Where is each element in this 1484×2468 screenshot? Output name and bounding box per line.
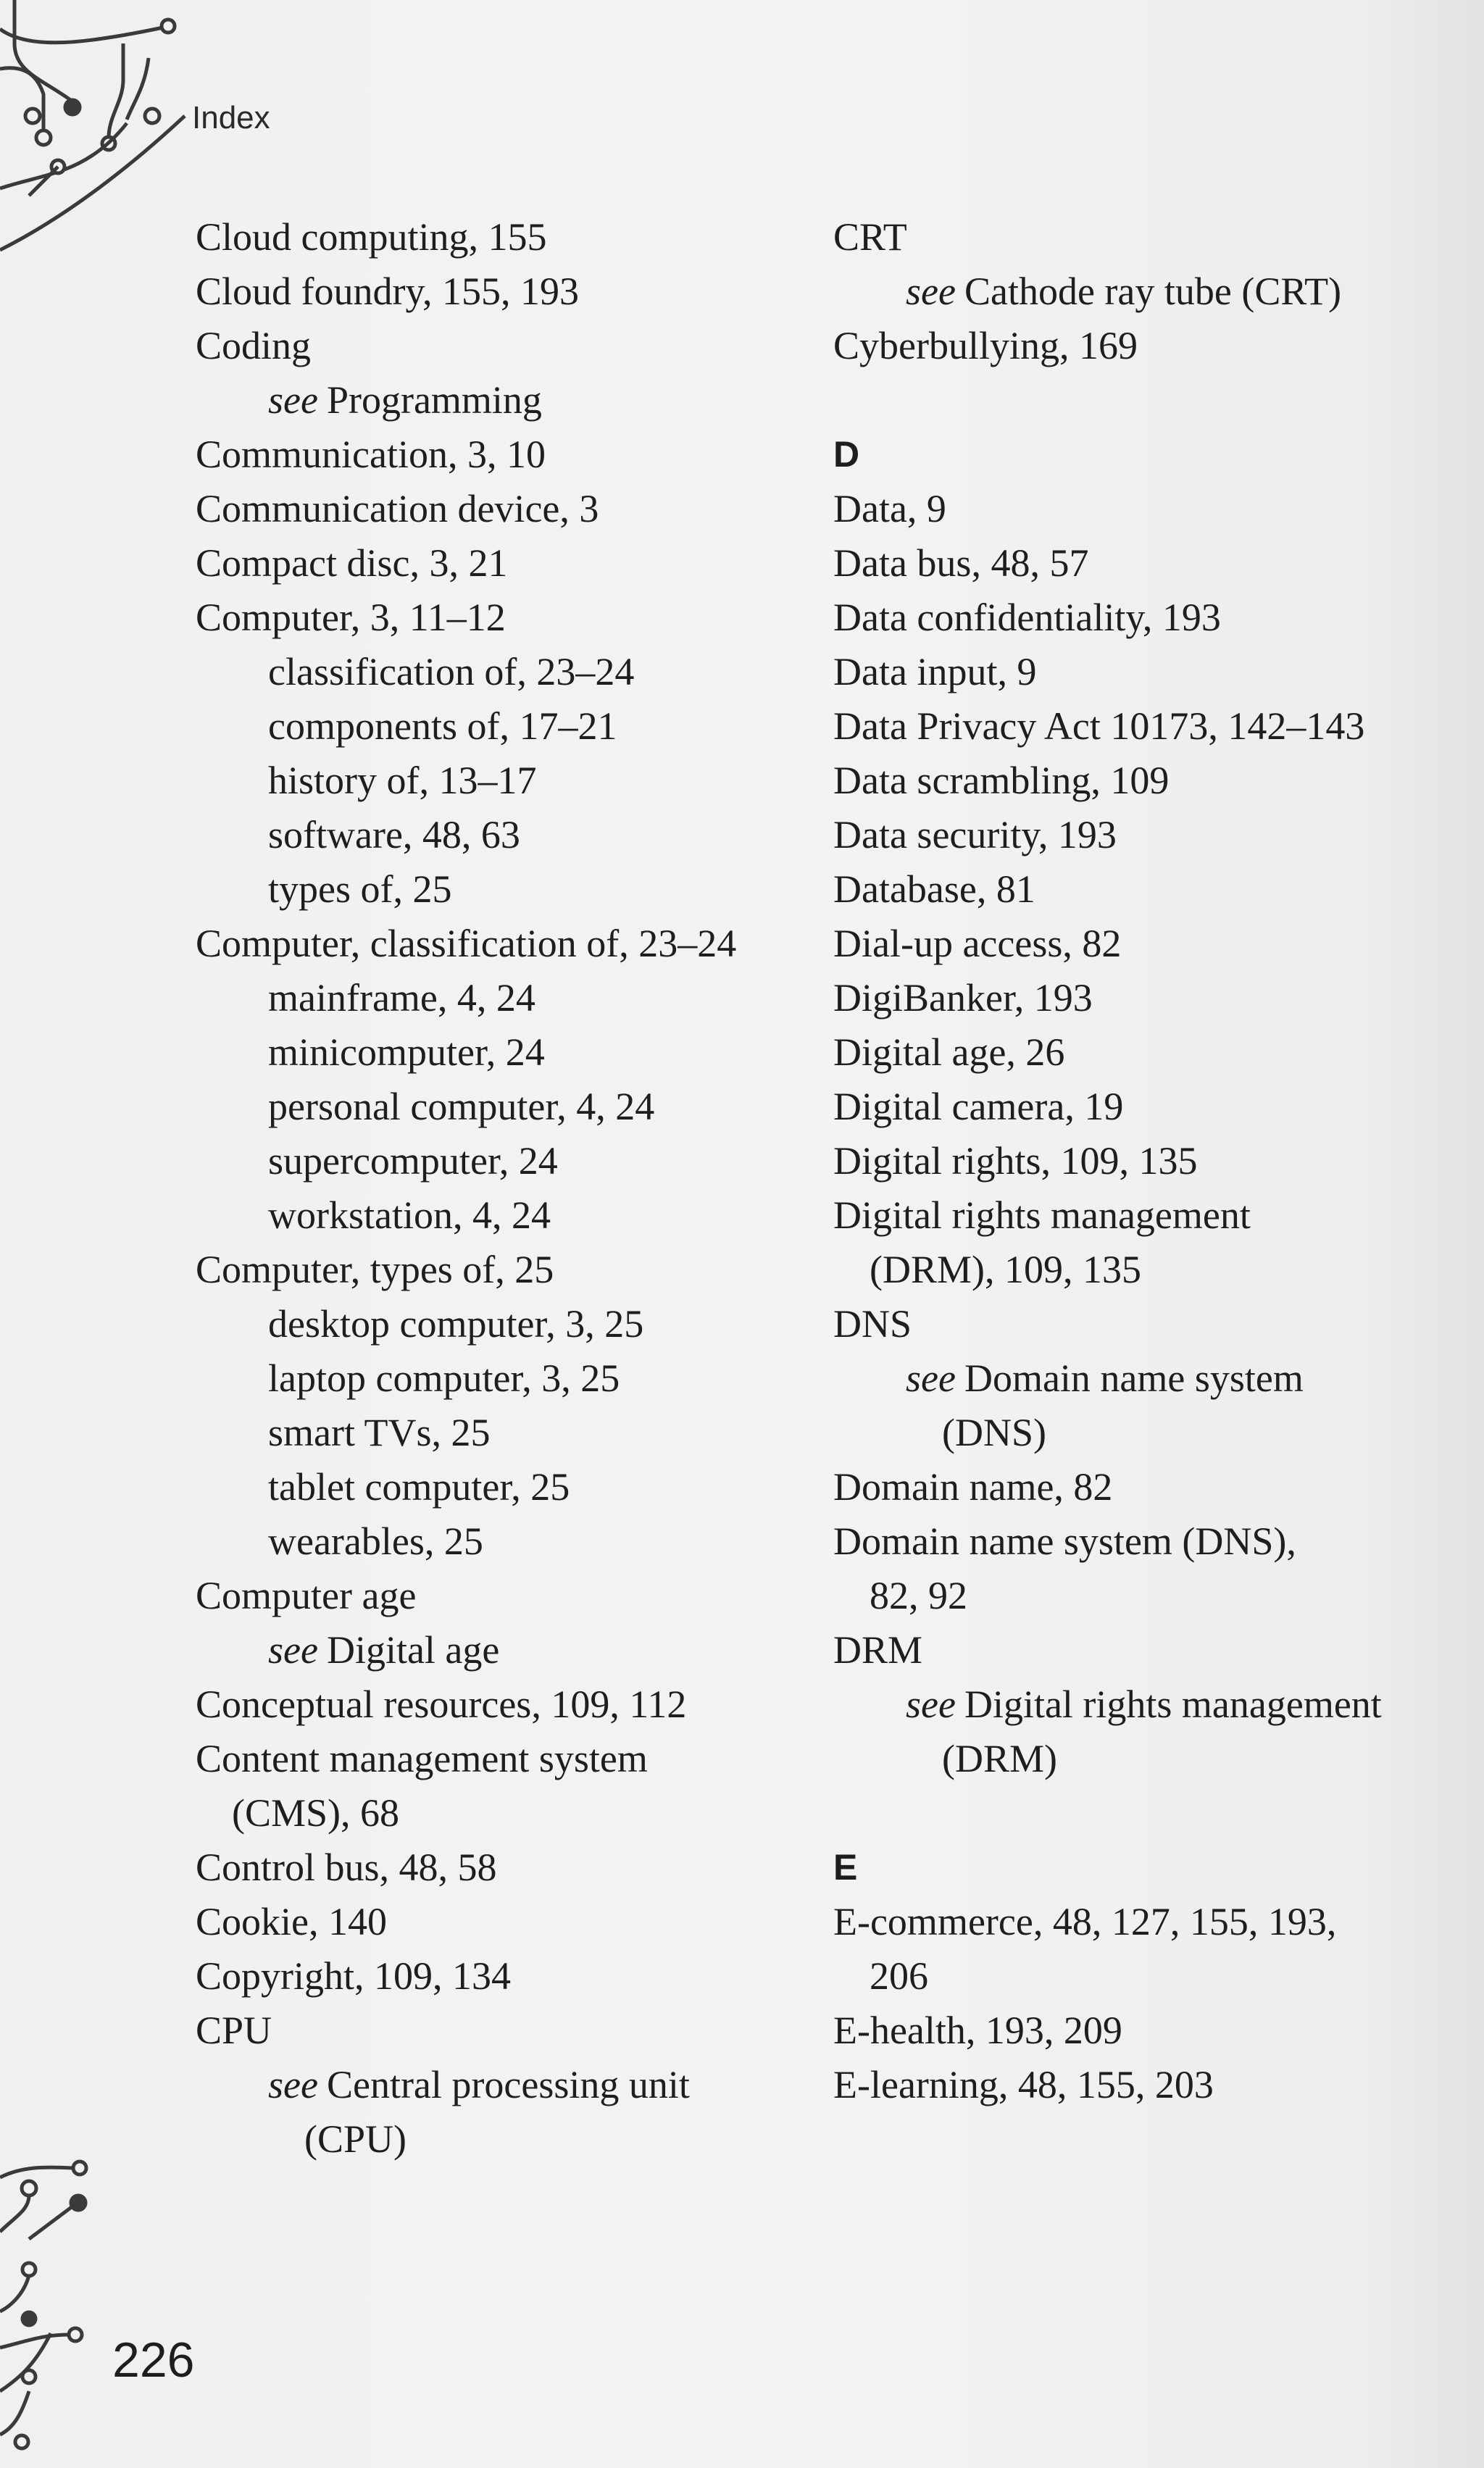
index-entry	[196, 428, 804, 482]
index-entry-text: 82, 92	[870, 1574, 967, 1617]
index-entry	[833, 808, 1435, 862]
index-subentry	[833, 1732, 1435, 1786]
index-entry	[833, 1623, 1435, 1677]
index-entry-text: Data Privacy Act 10173, 142–143	[833, 704, 1365, 748]
see-reference-label: see	[906, 1356, 956, 1400]
index-entry-text: E-learning, 48, 155, 203	[833, 2063, 1214, 2106]
index-entry-text: Cyberbullying, 169	[833, 324, 1138, 367]
index-subentry	[196, 645, 804, 699]
index-entry	[196, 591, 804, 645]
index-subentry	[196, 754, 804, 808]
index-entry-text: CPU	[196, 2009, 272, 2052]
circuit-decoration-bottom	[0, 2072, 116, 2468]
index-entry-text: Data scrambling, 109	[833, 759, 1170, 802]
index-entry	[833, 1025, 1435, 1080]
index-entry-text: DigiBanker, 193	[833, 976, 1093, 1020]
index-entry	[833, 699, 1435, 754]
index-entry-text: Digital rights management	[833, 1193, 1251, 1237]
index-entry-text: (CMS), 68	[232, 1791, 400, 1835]
index-entry-text: (DNS)	[942, 1411, 1046, 1454]
index-subentry	[833, 1406, 1435, 1460]
index-entry-text: supercomputer, 24	[268, 1139, 558, 1183]
index-entry-text: CRT	[833, 215, 907, 259]
index-entry-text: history of, 13–17	[268, 759, 537, 802]
index-subentry	[196, 1406, 804, 1460]
index-entry	[196, 1895, 804, 1949]
index-entry	[196, 319, 804, 373]
index-subentry	[196, 1188, 804, 1243]
index-entry-text: Digital camera, 19	[833, 1085, 1124, 1128]
index-entry-text: Cloud computing, 155	[196, 215, 547, 259]
section-gap	[833, 373, 1435, 428]
index-entry-text: Computer, 3, 11–12	[196, 596, 506, 639]
index-entry	[833, 2004, 1435, 2058]
index-entry-text: Domain name system (DNS),	[833, 1519, 1296, 1563]
index-column-left	[196, 210, 804, 2167]
index-entry-text: Programming	[326, 378, 542, 422]
index-entry-text: Digital age	[326, 1628, 500, 1672]
index-subentry	[196, 1080, 804, 1134]
index-entry-text: 206	[870, 1954, 928, 1998]
index-entry	[833, 645, 1435, 699]
index-subentry	[196, 1514, 804, 1569]
index-entry-text: Domain name, 82	[833, 1465, 1113, 1509]
index-subentry	[196, 1623, 804, 1677]
index-entry-text: classification of, 23–24	[268, 650, 635, 693]
index-entry	[833, 1297, 1435, 1351]
index-entry-text: Coding	[196, 324, 312, 367]
index-entry-text: Communication device, 3	[196, 487, 599, 530]
index-subentry	[196, 2058, 804, 2112]
index-entry-text: Digital age, 26	[833, 1030, 1065, 1074]
index-entry-text: desktop computer, 3, 25	[268, 1302, 644, 1346]
index-subentry	[833, 1677, 1435, 1732]
index-entry-text: (DRM)	[942, 1737, 1057, 1780]
index-entry-text: Computer, types of, 25	[196, 1248, 554, 1291]
index-entry	[833, 754, 1435, 808]
index-entry	[833, 482, 1435, 536]
index-entry-text: personal computer, 4, 24	[268, 1085, 655, 1128]
index-subentry	[833, 264, 1435, 319]
index-subentry	[196, 862, 804, 917]
index-entry-text: Data security, 193	[833, 813, 1117, 856]
index-entry-text: Data input, 9	[833, 650, 1037, 693]
index-subentry	[833, 1351, 1435, 1406]
index-entry	[833, 1514, 1435, 1569]
see-reference-label: see	[268, 378, 318, 422]
index-entry-text: smart TVs, 25	[268, 1411, 491, 1454]
index-entry-text: Copyright, 109, 134	[196, 1954, 512, 1998]
index-entry-text: DRM	[833, 1628, 923, 1672]
index-entry	[833, 971, 1435, 1025]
index-entry	[196, 2004, 804, 2058]
index-entry	[196, 1786, 804, 1840]
index-subentry	[196, 1351, 804, 1406]
index-entry	[833, 1895, 1435, 1949]
index-entry-text: minicomputer, 24	[268, 1030, 545, 1074]
index-entry	[833, 1460, 1435, 1514]
index-entry	[833, 1188, 1435, 1243]
index-entry-text: E-health, 193, 209	[833, 2009, 1122, 2052]
index-column-right	[833, 210, 1435, 2112]
index-entry-text: Control bus, 48, 58	[196, 1846, 497, 1889]
running-head: Index	[192, 100, 270, 136]
index-entry-text: Central processing unit	[326, 2063, 690, 2106]
section-letter-d: D	[833, 434, 860, 475]
index-entry-text: wearables, 25	[268, 1519, 483, 1563]
index-entry	[833, 2058, 1435, 2112]
index-entry	[833, 536, 1435, 591]
index-entry-text: Cathode ray tube (CRT)	[964, 270, 1342, 313]
index-entry-text: software, 48, 63	[268, 813, 520, 856]
index-subentry	[196, 373, 804, 428]
index-entry-text: Communication, 3, 10	[196, 433, 546, 476]
index-entry	[833, 917, 1435, 971]
index-entry	[833, 862, 1435, 917]
index-entry	[833, 210, 1435, 264]
index-entry-text: Digital rights management	[964, 1683, 1382, 1726]
index-entry	[196, 536, 804, 591]
index-subentry	[196, 1025, 804, 1080]
index-entry-text: types of, 25	[268, 867, 452, 911]
index-entry	[196, 1840, 804, 1895]
index-entry-text: mainframe, 4, 24	[268, 976, 535, 1020]
index-entry	[196, 1569, 804, 1623]
index-subentry	[196, 1134, 804, 1188]
section-gap	[833, 1786, 1435, 1840]
see-reference-label: see	[906, 270, 956, 313]
index-entry	[196, 917, 804, 971]
index-entry-text: Dial-up access, 82	[833, 922, 1122, 965]
page-number: 226	[112, 2332, 195, 2388]
index-subentry	[196, 2112, 804, 2167]
index-subentry	[196, 699, 804, 754]
index-entry-text: workstation, 4, 24	[268, 1193, 551, 1237]
index-entry-text: Conceptual resources, 109, 112	[196, 1683, 687, 1726]
index-entry	[833, 319, 1435, 373]
index-entry-text: Content management system	[196, 1737, 648, 1780]
index-entry-text: (CPU)	[304, 2117, 407, 2161]
index-entry	[196, 1677, 804, 1732]
index-entry-text: DNS	[833, 1302, 912, 1346]
index-entry	[196, 264, 804, 319]
index-entry-text: Data confidentiality, 193	[833, 596, 1221, 639]
index-subentry	[196, 1460, 804, 1514]
see-reference-label: see	[906, 1683, 956, 1726]
index-entry-text: (DRM), 109, 135	[870, 1248, 1141, 1291]
index-subentry	[196, 808, 804, 862]
see-reference-label: see	[268, 1628, 318, 1672]
index-entry-text: Cookie, 140	[196, 1900, 387, 1943]
index-entry	[833, 1569, 1435, 1623]
index-subentry	[196, 971, 804, 1025]
index-entry	[833, 591, 1435, 645]
index-entry	[196, 1732, 804, 1786]
index-entry	[833, 1949, 1435, 2004]
index-entry-text: E-commerce, 48, 127, 155, 193,	[833, 1900, 1337, 1943]
index-entry-text: Data bus, 48, 57	[833, 541, 1089, 585]
index-entry-text: Database, 81	[833, 867, 1035, 911]
index-entry-text: Computer age	[196, 1574, 417, 1617]
index-entry-text: Domain name system	[964, 1356, 1304, 1400]
index-entry	[196, 482, 804, 536]
index-entry-text: Compact disc, 3, 21	[196, 541, 508, 585]
index-entry	[833, 1243, 1435, 1297]
index-entry-text: tablet computer, 25	[268, 1465, 570, 1509]
see-reference-label: see	[268, 2063, 318, 2106]
section-letter-e: E	[833, 1847, 858, 1888]
index-entry	[196, 1243, 804, 1297]
index-entry	[833, 1080, 1435, 1134]
index-entry	[833, 1134, 1435, 1188]
index-entry-text: Computer, classification of, 23–24	[196, 922, 737, 965]
index-entry-text: Digital rights, 109, 135	[833, 1139, 1198, 1183]
index-entry-text: Data, 9	[833, 487, 946, 530]
index-entry-text: components of, 17–21	[268, 704, 617, 748]
index-subentry	[196, 1297, 804, 1351]
index-entry	[196, 1949, 804, 2004]
index-entry-text: Cloud foundry, 155, 193	[196, 270, 579, 313]
index-entry	[196, 210, 804, 264]
index-entry-text: laptop computer, 3, 25	[268, 1356, 620, 1400]
